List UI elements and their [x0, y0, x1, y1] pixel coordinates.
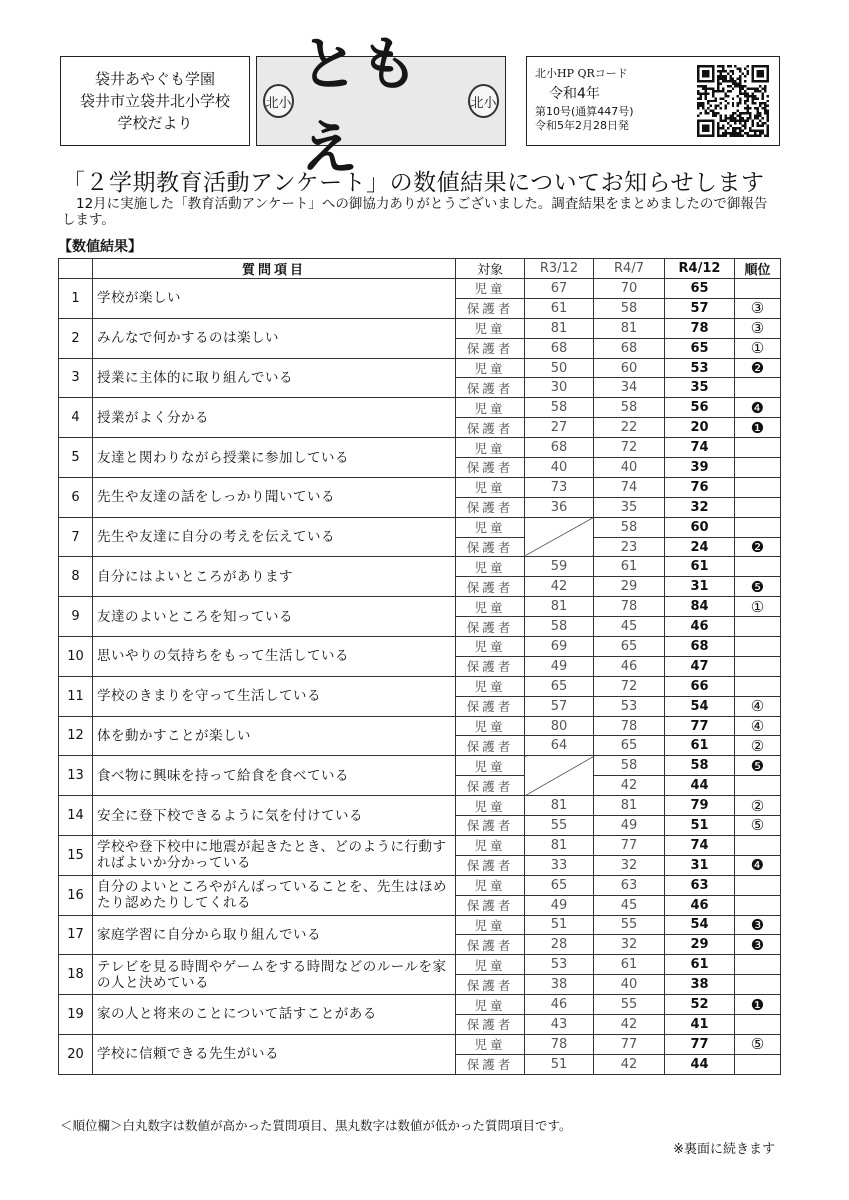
target-label: 児童	[456, 955, 525, 975]
rank-mark: ❸	[735, 935, 781, 955]
rank-mark	[735, 1054, 781, 1074]
target-label: 児童	[456, 398, 525, 418]
value-r3-12: 55	[525, 816, 594, 836]
rank-mark	[735, 557, 781, 577]
issue-volume: 第10号(通算447号)	[535, 105, 634, 118]
value-r4-7: 40	[594, 975, 665, 995]
value-r4-7: 74	[594, 477, 665, 497]
value-r4-7: 32	[594, 935, 665, 955]
value-r3-12: 50	[525, 358, 594, 378]
value-r4-12: 38	[665, 975, 735, 995]
value-r3-12: 49	[525, 656, 594, 676]
value-r4-12: 74	[665, 835, 735, 855]
issue-date: 令和5年2月28日発	[535, 119, 629, 132]
question-text: 先生や友達に自分の考えを伝えている	[93, 517, 456, 557]
question-text: 安全に登下校できるように気を付けている	[93, 796, 456, 836]
question-number: 1	[59, 279, 93, 319]
qr-label: 北小HP QRコード	[535, 67, 628, 80]
rank-mark: ❺	[735, 577, 781, 597]
question-text: 友達のよいところを知っている	[93, 597, 456, 637]
question-text: 学校や登下校中に地震が起きたとき、どのように行動すればよいか分かっている	[93, 835, 456, 875]
rank-mark	[735, 378, 781, 398]
target-label: 保護者	[456, 617, 525, 637]
question-text: 家の人と将来のことについて話すことがある	[93, 995, 456, 1035]
value-r4-7: 61	[594, 557, 665, 577]
target-label: 保護者	[456, 696, 525, 716]
rank-mark: ❶	[735, 995, 781, 1015]
target-label: 保護者	[456, 497, 525, 517]
value-r4-12: 31	[665, 577, 735, 597]
target-label: 保護者	[456, 656, 525, 676]
question-number: 13	[59, 756, 93, 796]
value-r4-7: 78	[594, 716, 665, 736]
value-r4-7: 42	[594, 776, 665, 796]
value-r3-12: 67	[525, 279, 594, 299]
value-r3-12: 58	[525, 617, 594, 637]
rank-mark	[735, 517, 781, 537]
target-label: 保護者	[456, 298, 525, 318]
school-line-2: 袋井市立袋井北小学校	[79, 92, 230, 110]
value-r3-12: 51	[525, 915, 594, 935]
qr-code-icon[interactable]	[695, 65, 771, 137]
target-label: 児童	[456, 915, 525, 935]
question-number: 11	[59, 676, 93, 716]
rank-mark: ④	[735, 716, 781, 736]
value-r3-12: 81	[525, 796, 594, 816]
rank-mark	[735, 776, 781, 796]
target-label: 児童	[456, 796, 525, 816]
target-label: 児童	[456, 1034, 525, 1054]
question-number: 14	[59, 796, 93, 836]
value-r4-12: 77	[665, 716, 735, 736]
question-number: 5	[59, 438, 93, 478]
target-label: 保護者	[456, 895, 525, 915]
value-r3-12: 58	[525, 398, 594, 418]
value-r4-12: 41	[665, 1014, 735, 1034]
value-r4-12: 44	[665, 776, 735, 796]
value-r4-7: 34	[594, 378, 665, 398]
value-r4-7: 55	[594, 915, 665, 935]
rank-mark: ①	[735, 597, 781, 617]
rank-mark: ❶	[735, 418, 781, 438]
question-text: 先生や友達の話をしっかり聞いている	[93, 477, 456, 517]
target-label: 保護者	[456, 537, 525, 557]
value-r4-7: 53	[594, 696, 665, 716]
rank-mark: ②	[735, 736, 781, 756]
value-r4-7: 70	[594, 279, 665, 299]
value-r4-12: 84	[665, 597, 735, 617]
table-row	[59, 1034, 781, 1054]
page-title: 「２学期教育活動アンケート」の数値結果についてお知らせします	[62, 170, 765, 196]
table-row	[59, 995, 781, 1015]
value-r4-7: 78	[594, 597, 665, 617]
value-r3-12: 68	[525, 338, 594, 358]
value-r3-12: 38	[525, 975, 594, 995]
question-text: 自分にはよいところがあります	[93, 557, 456, 597]
value-r4-12: 74	[665, 438, 735, 458]
value-r3-12: 69	[525, 637, 594, 657]
target-label: 児童	[456, 835, 525, 855]
rank-mark: ❷	[735, 537, 781, 557]
value-r4-12: 58	[665, 756, 735, 776]
target-label: 児童	[456, 716, 525, 736]
target-label: 児童	[456, 477, 525, 497]
target-label: 児童	[456, 875, 525, 895]
value-r4-7: 45	[594, 617, 665, 637]
value-r4-12: 47	[665, 656, 735, 676]
value-r4-7: 40	[594, 458, 665, 478]
value-r4-7: 35	[594, 497, 665, 517]
value-r3-12: 78	[525, 1034, 594, 1054]
question-number: 10	[59, 637, 93, 677]
value-r4-12: 57	[665, 298, 735, 318]
value-r3-12: 33	[525, 855, 594, 875]
question-text: 友達と関わりながら授業に参加している	[93, 438, 456, 478]
value-r4-7: 68	[594, 338, 665, 358]
target-label: 保護者	[456, 1054, 525, 1074]
question-number: 8	[59, 557, 93, 597]
question-number: 16	[59, 875, 93, 915]
table-row	[59, 279, 781, 299]
rank-mark	[735, 497, 781, 517]
value-r4-12: 65	[665, 279, 735, 299]
value-r4-7: 23	[594, 537, 665, 557]
value-r4-12: 35	[665, 378, 735, 398]
value-r3-12: 81	[525, 597, 594, 617]
target-label: 児童	[456, 517, 525, 537]
table-row	[59, 955, 781, 975]
table-row	[59, 318, 781, 338]
table-row	[59, 438, 781, 458]
question-text: 学校が楽しい	[93, 279, 456, 319]
value-r4-7: 45	[594, 895, 665, 915]
target-label: 保護者	[456, 1014, 525, 1034]
rank-mark	[735, 458, 781, 478]
rank-mark: ❹	[735, 398, 781, 418]
target-label: 保護者	[456, 855, 525, 875]
school-seal-icon: 北小	[468, 84, 499, 118]
question-text: 授業がよく分かる	[93, 398, 456, 438]
value-r4-7: 58	[594, 756, 665, 776]
question-text: みんなで何かするのは楽しい	[93, 318, 456, 358]
value-r3-12: 73	[525, 477, 594, 497]
logo-text: ともえ	[300, 30, 421, 182]
question-number: 19	[59, 995, 93, 1035]
value-r3-12: 81	[525, 835, 594, 855]
value-r4-12: 20	[665, 418, 735, 438]
question-number: 3	[59, 358, 93, 398]
value-r4-7: 29	[594, 577, 665, 597]
value-r3-12: 49	[525, 895, 594, 915]
rank-mark: ②	[735, 796, 781, 816]
question-text: 思いやりの気持ちをもって生活している	[93, 637, 456, 677]
value-r4-7: 58	[594, 517, 665, 537]
value-r4-12: 76	[665, 477, 735, 497]
table-row	[59, 398, 781, 418]
value-r3-12: 36	[525, 497, 594, 517]
rank-mark: ❺	[735, 756, 781, 776]
issue-info-box	[526, 56, 780, 146]
not-surveyed-cell	[525, 517, 594, 557]
header-r3-12: R3/12	[525, 259, 594, 279]
rank-mark	[735, 637, 781, 657]
rank-mark: ⑤	[735, 816, 781, 836]
value-r3-12: 30	[525, 378, 594, 398]
question-text: 学校に信頼できる先生がいる	[93, 1034, 456, 1074]
value-r4-7: 63	[594, 875, 665, 895]
header-r4-7: R4/7	[594, 259, 665, 279]
table-row	[59, 915, 781, 935]
rank-mark: ①	[735, 338, 781, 358]
table-row	[59, 597, 781, 617]
target-label: 児童	[456, 995, 525, 1015]
rank-mark	[735, 875, 781, 895]
value-r3-12: 46	[525, 995, 594, 1015]
header-number	[59, 259, 93, 279]
value-r4-12: 29	[665, 935, 735, 955]
table-row	[59, 875, 781, 895]
target-label: 保護者	[456, 816, 525, 836]
value-r4-7: 55	[594, 995, 665, 1015]
header-target: 対象	[456, 259, 525, 279]
question-text: 学校のきまりを守って生活している	[93, 676, 456, 716]
rank-mark	[735, 975, 781, 995]
target-label: 保護者	[456, 378, 525, 398]
value-r4-7: 72	[594, 676, 665, 696]
issue-year: 令和4年	[549, 86, 600, 102]
value-r4-12: 61	[665, 955, 735, 975]
table-row	[59, 557, 781, 577]
value-r4-7: 77	[594, 835, 665, 855]
value-r4-7: 42	[594, 1014, 665, 1034]
question-number: 7	[59, 517, 93, 557]
table-row	[59, 358, 781, 378]
school-line-3: 学校だより	[117, 114, 193, 132]
value-r4-12: 52	[665, 995, 735, 1015]
question-number: 18	[59, 955, 93, 995]
value-r4-12: 51	[665, 816, 735, 836]
rank-mark	[735, 438, 781, 458]
question-number: 2	[59, 318, 93, 358]
rank-mark: ❷	[735, 358, 781, 378]
header-question: 質問項目	[93, 259, 456, 279]
value-r4-7: 49	[594, 816, 665, 836]
rank-mark	[735, 656, 781, 676]
question-number: 15	[59, 835, 93, 875]
rank-mark	[735, 955, 781, 975]
question-number: 6	[59, 477, 93, 517]
value-r4-7: 42	[594, 1054, 665, 1074]
value-r4-12: 54	[665, 696, 735, 716]
value-r4-12: 46	[665, 617, 735, 637]
value-r4-12: 53	[665, 358, 735, 378]
target-label: 児童	[456, 676, 525, 696]
table-row	[59, 796, 781, 816]
value-r4-7: 81	[594, 796, 665, 816]
rank-note: ＜順位欄＞白丸数字は数値が高かった質問項目、黒丸数字は数値が低かった質問項目です。	[60, 1118, 572, 1133]
rank-mark: ④	[735, 696, 781, 716]
target-label: 保護者	[456, 458, 525, 478]
value-r3-12: 43	[525, 1014, 594, 1034]
school-line-1: 袋井あやぐも学園	[94, 70, 215, 88]
table-row	[59, 477, 781, 497]
question-text: 家庭学習に自分から取り組んでいる	[93, 915, 456, 955]
header-rank: 順位	[735, 259, 781, 279]
question-text: テレビを見る時間やゲームをする時間などのルールを家の人と決めている	[93, 955, 456, 995]
value-r3-12: 27	[525, 418, 594, 438]
value-r4-7: 61	[594, 955, 665, 975]
value-r4-7: 46	[594, 656, 665, 676]
section-heading: 【数値結果】	[58, 239, 142, 255]
continued-note: ※裏面に続きます	[673, 1142, 775, 1157]
question-number: 12	[59, 716, 93, 756]
target-label: 保護者	[456, 776, 525, 796]
target-label: 保護者	[456, 935, 525, 955]
table-row	[59, 835, 781, 855]
value-r3-12: 40	[525, 458, 594, 478]
question-number: 4	[59, 398, 93, 438]
rank-mark	[735, 617, 781, 637]
value-r4-7: 72	[594, 438, 665, 458]
not-surveyed-cell	[525, 756, 594, 796]
value-r3-12: 28	[525, 935, 594, 955]
question-text: 自分のよいところやがんばっていることを、先生はほめたり認めたりしてくれる	[93, 875, 456, 915]
value-r4-12: 44	[665, 1054, 735, 1074]
question-text: 食べ物に興味を持って給食を食べている	[93, 756, 456, 796]
rank-mark	[735, 1014, 781, 1034]
table-header-row	[59, 259, 781, 279]
value-r4-12: 32	[665, 497, 735, 517]
target-label: 保護者	[456, 338, 525, 358]
value-r4-7: 58	[594, 398, 665, 418]
value-r3-12: 57	[525, 696, 594, 716]
value-r4-12: 39	[665, 458, 735, 478]
table-row	[59, 517, 781, 537]
value-r4-12: 68	[665, 637, 735, 657]
value-r4-7: 32	[594, 855, 665, 875]
target-label: 保護者	[456, 975, 525, 995]
question-number: 17	[59, 915, 93, 955]
value-r3-12: 65	[525, 875, 594, 895]
value-r3-12: 61	[525, 298, 594, 318]
value-r4-12: 46	[665, 895, 735, 915]
target-label: 児童	[456, 756, 525, 776]
value-r3-12: 65	[525, 676, 594, 696]
table-row	[59, 716, 781, 736]
header-r4-12: R4/12	[665, 259, 735, 279]
value-r4-12: 56	[665, 398, 735, 418]
value-r3-12: 53	[525, 955, 594, 975]
value-r4-12: 61	[665, 736, 735, 756]
value-r4-7: 65	[594, 637, 665, 657]
value-r3-12: 59	[525, 557, 594, 577]
target-label: 児童	[456, 637, 525, 657]
target-label: 保護者	[456, 736, 525, 756]
survey-results-table	[58, 258, 781, 1075]
rank-mark: ③	[735, 298, 781, 318]
value-r4-7: 60	[594, 358, 665, 378]
target-label: 保護者	[456, 577, 525, 597]
value-r4-12: 78	[665, 318, 735, 338]
issue-number-date	[535, 105, 634, 133]
school-name-box	[60, 56, 250, 146]
value-r4-7: 58	[594, 298, 665, 318]
value-r4-12: 54	[665, 915, 735, 935]
value-r4-12: 79	[665, 796, 735, 816]
value-r4-12: 61	[665, 557, 735, 577]
rank-mark: ③	[735, 318, 781, 338]
question-text: 授業に主体的に取り組んでいる	[93, 358, 456, 398]
rank-mark: ⑤	[735, 1034, 781, 1054]
question-number: 9	[59, 597, 93, 637]
value-r4-7: 77	[594, 1034, 665, 1054]
value-r4-7: 22	[594, 418, 665, 438]
value-r4-12: 31	[665, 855, 735, 875]
rank-mark	[735, 895, 781, 915]
rank-mark	[735, 279, 781, 299]
target-label: 児童	[456, 557, 525, 577]
question-number: 20	[59, 1034, 93, 1074]
value-r3-12: 81	[525, 318, 594, 338]
value-r4-7: 81	[594, 318, 665, 338]
value-r4-12: 65	[665, 338, 735, 358]
target-label: 児童	[456, 438, 525, 458]
rank-mark	[735, 676, 781, 696]
target-label: 児童	[456, 597, 525, 617]
target-label: 児童	[456, 279, 525, 299]
target-label: 保護者	[456, 418, 525, 438]
question-text: 体を動かすことが楽しい	[93, 716, 456, 756]
target-label: 児童	[456, 358, 525, 378]
value-r3-12: 80	[525, 716, 594, 736]
rank-mark: ❹	[735, 855, 781, 875]
value-r4-12: 63	[665, 875, 735, 895]
intro-text: 12月に実施した「教育活動アンケート」への御協力ありがとうございました。調査結果をまとめましたので御報告します。	[62, 196, 768, 228]
table-row	[59, 756, 781, 776]
value-r3-12: 51	[525, 1054, 594, 1074]
school-seal-icon: 北小	[263, 84, 294, 118]
rank-mark: ❸	[735, 915, 781, 935]
value-r4-12: 66	[665, 676, 735, 696]
value-r4-12: 77	[665, 1034, 735, 1054]
value-r3-12: 42	[525, 577, 594, 597]
table-row	[59, 637, 781, 657]
value-r4-12: 60	[665, 517, 735, 537]
value-r3-12: 64	[525, 736, 594, 756]
value-r4-12: 24	[665, 537, 735, 557]
value-r3-12: 68	[525, 438, 594, 458]
target-label: 児童	[456, 318, 525, 338]
rank-mark	[735, 477, 781, 497]
newsletter-logo	[256, 30, 506, 182]
value-r4-7: 65	[594, 736, 665, 756]
table-row	[59, 676, 781, 696]
rank-mark	[735, 835, 781, 855]
